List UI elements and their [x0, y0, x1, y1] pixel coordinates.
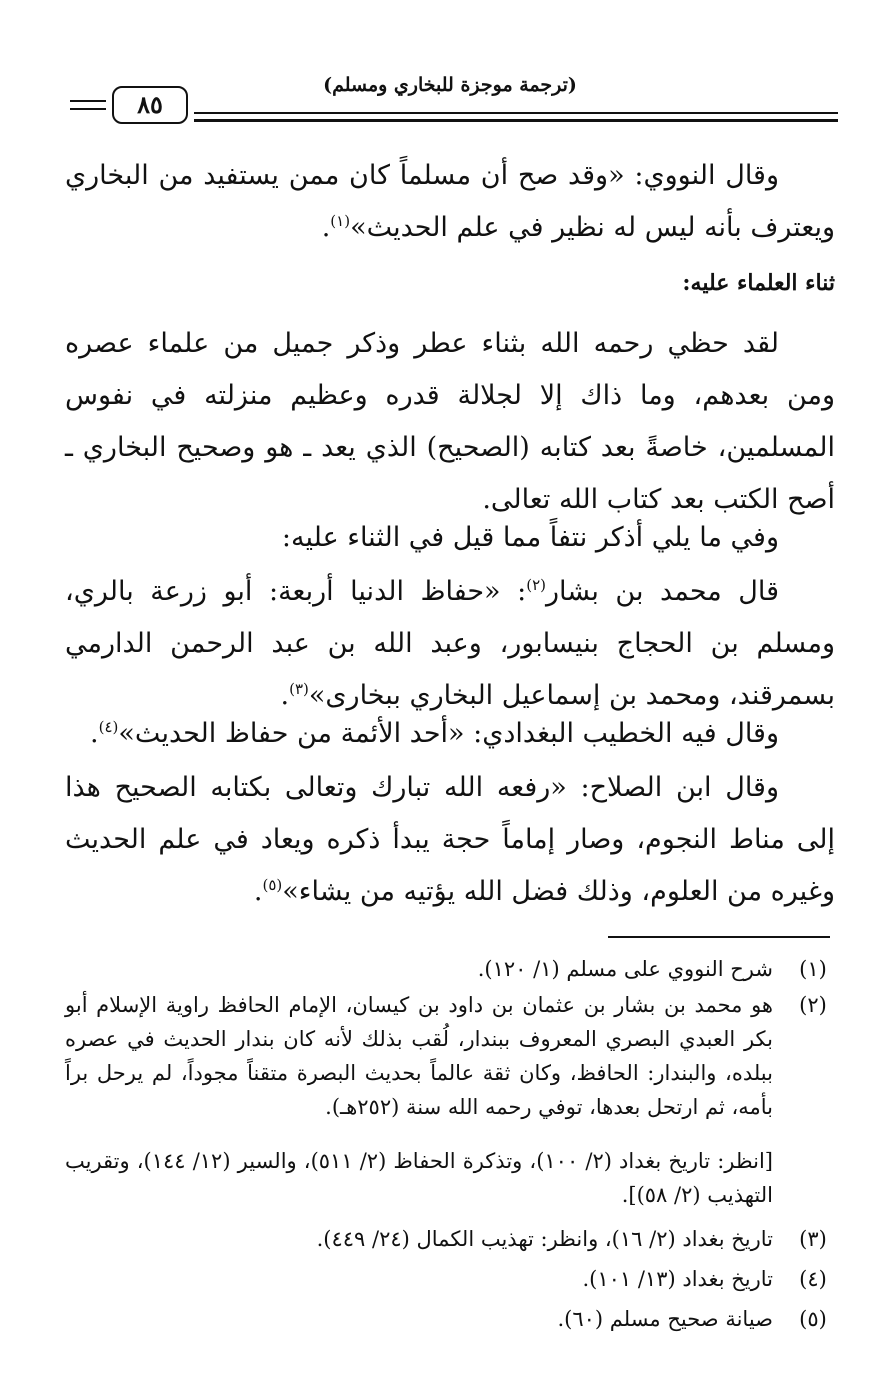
paragraph-end: . — [253, 876, 263, 907]
footnote-text: تاريخ بغداد (١٣/ ١٠١). — [582, 1267, 773, 1291]
section-heading: ثناء العلماء عليه: — [682, 270, 835, 296]
footnote-number: (٤) — [799, 1267, 827, 1291]
footnote-number: (٥) — [799, 1307, 827, 1331]
paragraph-end: . — [280, 680, 290, 711]
footnote-text: شرح النووي على مسلم (١/ ١٢٠). — [477, 957, 773, 981]
header-rule-left-2 — [70, 108, 106, 110]
footnote-ref: (١) — [330, 212, 351, 230]
footnote-number: (٢) — [799, 993, 827, 1017]
paragraph-bashar — [65, 566, 835, 722]
footnote-number: (٣) — [799, 1227, 827, 1251]
footnote-ref: (٢) — [526, 576, 547, 594]
page-number: ٨٥ — [112, 86, 188, 124]
footnote-text: تاريخ بغداد (٢/ ١٦)، وانظر: تهذيب الكمال (٢٤/ ٤٤٩). — [316, 1227, 773, 1251]
paragraph-ibn-salah — [65, 762, 835, 918]
footnote-3 — [65, 1222, 835, 1256]
running-title: (ترجمة موجزة للبخاري ومسلم) — [323, 74, 577, 96]
footnote-2-references — [65, 1144, 835, 1212]
header-rule-right — [194, 112, 838, 114]
paragraph-text: لقد حظي رحمه الله بثناء عطر وذكر جميل من علماء عصره ومن بعدهم، وما ذاك إلا لجلالة قدره وعظيم منزلته في نفوس المسلمين، خاصةً بعد كتابه (الصحيح) الذي يعد ـ هو وصحيح البخاري ـ أصح الكتب بعد كتاب الله تعالى. — [65, 328, 835, 515]
paragraph-text: قال محمد بن بشار — [546, 576, 780, 607]
paragraph-text: وفي ما يلي أذكر نتفاً مما قيل في الثناء عليه: — [281, 522, 779, 553]
footnote-text: [انظر: تاريخ بغداد (٢/ ١٠٠)، وتذكرة الحفاظ (٢/ ٥١١)، والسير (١٢/ ١٤٤)، وتقريب التهذيب (٢/ ٥٨)]. — [65, 1149, 773, 1207]
header-rule-left — [70, 100, 106, 102]
paragraph-end: . — [90, 718, 99, 749]
footnote-ref: (٣) — [289, 680, 309, 698]
paragraph-khatib — [65, 708, 835, 760]
footnote-separator — [608, 936, 830, 938]
footnote-4 — [65, 1262, 835, 1296]
footnote-1 — [65, 952, 835, 986]
footnote-5 — [65, 1302, 835, 1336]
footnote-ref: (٤) — [98, 718, 119, 736]
header-rule-right-2 — [194, 119, 838, 122]
footnote-ref: (٥) — [262, 876, 283, 894]
footnote-text: صيانة صحيح مسلم (٦٠). — [557, 1307, 773, 1331]
footnote-2 — [65, 988, 835, 1124]
paragraph-praise-intro — [65, 318, 835, 526]
paragraph-text: وقال ابن الصلاح: «رفعه الله تبارك وتعالى بكتابه الصحيح هذا إلى مناط النجوم، وصار إماماً حجة يبدأ ذكره ويعاد في علم الحديث وغيره من العلوم، وذلك فضل الله يؤتيه من يشاء» — [65, 772, 835, 907]
paragraph-text: وقال النووي: «وقد صح أن مسلماً كان ممن يستفيد من البخاري ويعترف بأنه ليس له نظير في علم الحديث» — [65, 160, 835, 243]
footnote-text: هو محمد بن بشار بن عثمان بن داود بن كيسان، الإمام الحافظ راوية الإسلام أبو بكر العبدي البصري المعروف ببندار، لُقب بذلك لأنه كان بندار الحديث في عصره ببلده، والبندار: الحافظ، وكان ثقة عالماً بحديث البصرة متقناً مجوداً، لم يرحل براً بأمه، ثم ارتحل بعدها، توفي رحمه الله سنة (٢٥٢هـ). — [65, 993, 773, 1119]
paragraph-nawawi — [65, 150, 835, 254]
footnote-number: (١) — [799, 957, 827, 981]
paragraph-selection — [65, 512, 835, 564]
paragraph-quote: : «حفاظ الدنيا أربعة: أبو زرعة بالري، ومسلم بن الحجاج بنيسابور، وعبد الله بن عبد الرحمن الدارمي بسمرقند، ومحمد بن إسماعيل البخاري ببخارى» — [65, 576, 835, 711]
paragraph-end: . — [321, 212, 331, 243]
paragraph-text: وقال فيه الخطيب البغدادي: «أحد الأئمة من حفاظ الحديث» — [118, 718, 779, 749]
